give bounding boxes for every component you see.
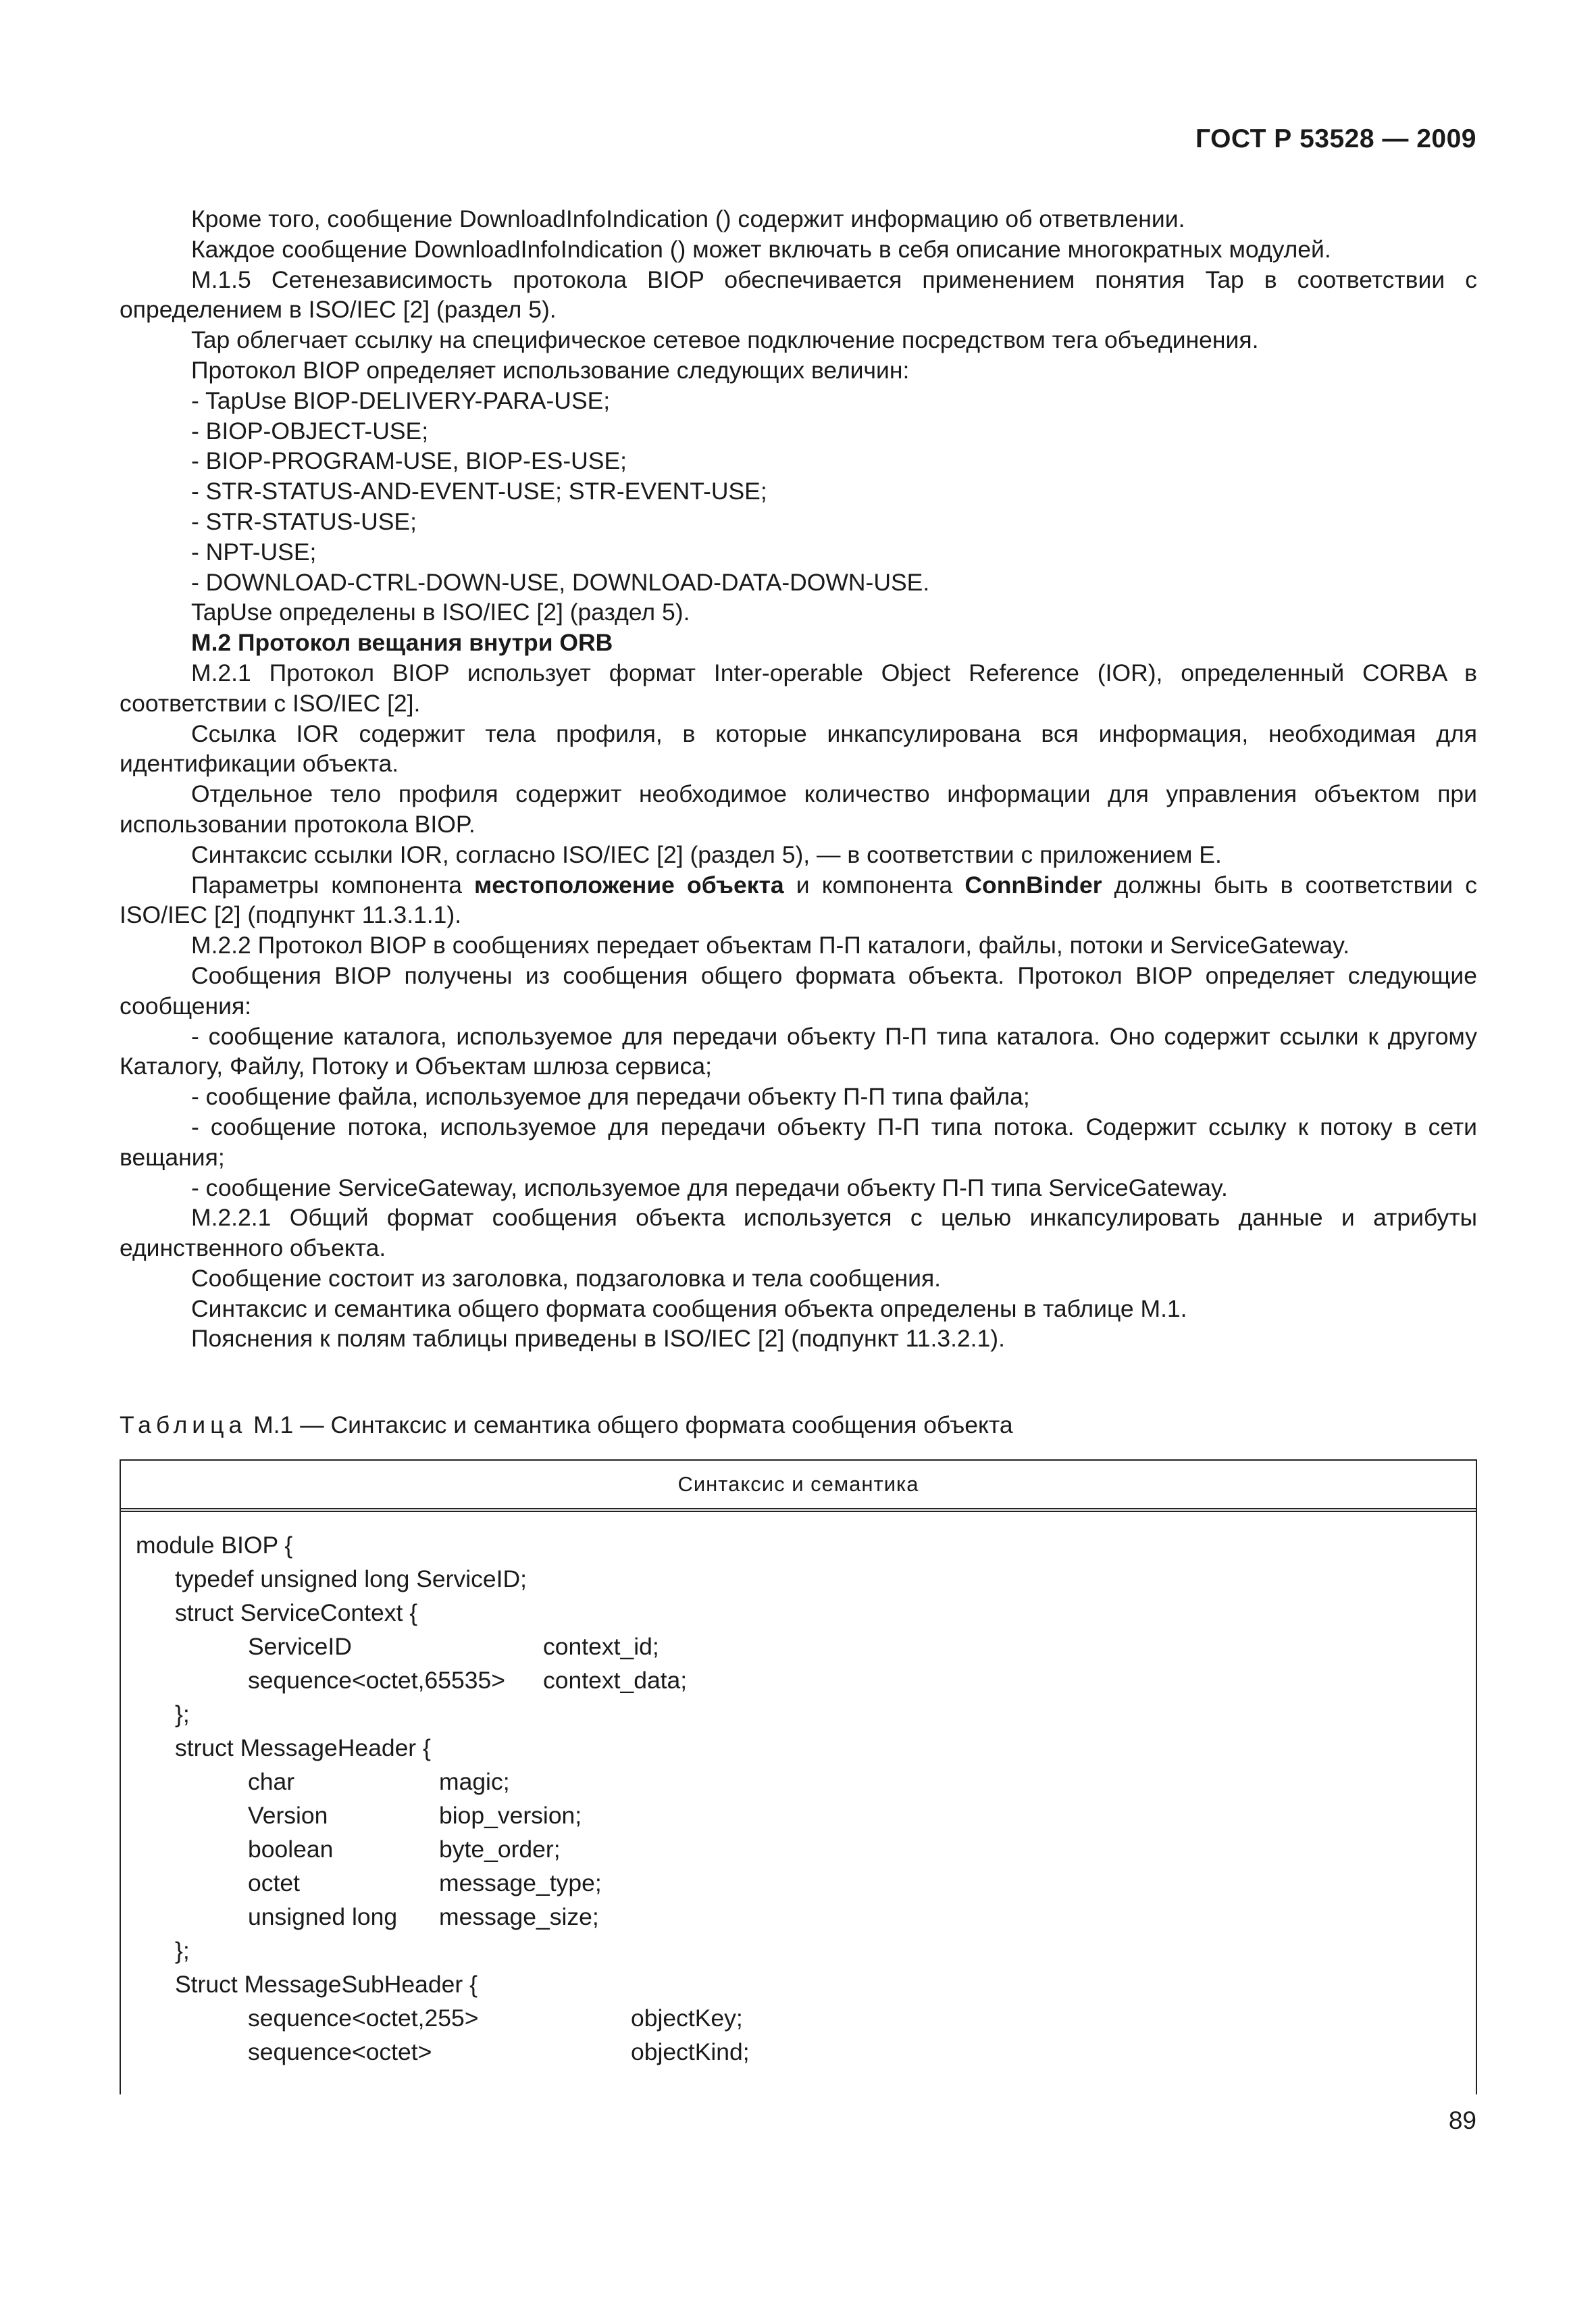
paragraph [120,870,1477,931]
code-line [136,1799,750,1832]
code-type: char [248,1768,295,1795]
table-caption [120,1410,1013,1440]
paragraph: TapUse определены в ISO/IEC [2] (раздел 5). [191,599,690,626]
paragraph: Сообщения BIOP получены из сообщения общего формата объекта. Протокол BIOP определяет следующие сообщения: [120,961,1477,1020]
code-line [136,1528,750,1562]
code-line [136,1765,750,1799]
text-run: должны быть в соответствии с ISO/IEC [2] (подпункт 11.3.1.1). [120,871,1477,929]
list-item: - NPT-USE; [191,538,317,565]
table-column-header: Синтаксис и семантика [121,1461,1476,1512]
code-line [136,2001,750,2035]
code-type: unsigned long [248,1903,398,1930]
code-text: }; [175,1701,190,1728]
paragraph: М.2.2 Протокол BIOP в сообщениях передает объектам П-П каталоги, файлы, потоки и ServiceGateway. [191,932,1350,959]
list-item: - BIOP-OBJECT-USE; [191,417,429,445]
paragraph: М.2.2.1 Общий формат сообщения объекта используется с целью инкапсулировать данные и атрибуты единственного объекта. [120,1204,1477,1262]
paragraph: Кроме того, сообщение DownloadInfoIndication () содержит информацию об ответвлении. [191,205,1185,232]
code-field: objectKind; [631,2038,750,2065]
code-field: message_size; [439,1903,599,1930]
list-item: - BIOP-PROGRAM-USE, BIOP-ES-USE; [191,447,627,475]
paragraph: Отдельное тело профиля содержит необходимое количество информации для управления объектом при использовании протокола BIOP. [120,780,1477,838]
paragraph: Каждое сообщение DownloadInfoIndication () может включать в себя описание многократных модулей. [191,235,1331,263]
list-item: - DOWNLOAD-CTRL-DOWN-USE, DOWNLOAD-DATA-DOWN-USE. [191,568,930,596]
paragraph: M.1.5 Сетенезависимость протокола BIOP обеспечивается применением понятия Tap в соответствии с определением в ISO/IEC [2] (раздел 5). [120,266,1477,324]
code-field: message_type; [439,1869,602,1896]
code-text: }; [175,1937,190,1964]
code-line [136,1967,750,2001]
syntax-table [120,1459,1477,2094]
code-line [136,2035,750,2069]
body-text [120,204,1477,1354]
code-line [136,1630,750,1663]
paragraph: Протокол BIOP определяет использование следующих величин: [191,356,910,384]
text-run: и компонента [783,871,965,899]
code-field: magic; [439,1768,510,1795]
code-type: boolean [248,1836,334,1863]
code-field: biop_version; [439,1802,582,1829]
code-line [136,1832,750,1866]
code-field: context_id; [543,1633,659,1660]
code-text: Struct MessageSubHeader { [175,1971,478,1998]
code-field: context_data; [543,1667,688,1694]
code-block [136,1528,750,2069]
text-run: Параметры компонента [191,871,475,899]
code-line [136,1731,750,1765]
bold-term: местоположение объекта [474,871,784,899]
page-number: 89 [1448,2107,1476,2134]
code-type: sequence<octet,255> [248,2005,479,2032]
code-text: module BIOP { [136,1532,293,1559]
list-item: - сообщение файла, используемое для передачи объекту П-П типа файла; [191,1083,1030,1111]
code-type: ServiceID [248,1633,352,1660]
document-header: ГОСТ Р 53528 — 2009 [1195,124,1476,153]
list-item: - TapUse BIOP-DELIVERY-PARA-USE; [191,386,611,414]
code-line [136,1596,750,1630]
code-line [136,1934,750,1967]
list-item: - STR-STATUS-AND-EVENT-USE; STR-EVENT-USE; [191,478,767,505]
code-line [136,1562,750,1596]
code-field: byte_order; [439,1836,561,1863]
paragraph: Пояснения к полям таблицы приведены в ISO/IEC [2] (подпункт 11.3.2.1). [191,1325,1005,1353]
code-line [136,1866,750,1900]
paragraph: Синтаксис и семантика общего формата сообщения объекта определены в таблице М.1. [191,1294,1187,1322]
paragraph: Сообщение состоит из заголовка, подзаголовка и тела сообщения. [191,1264,942,1292]
code-type: Version [248,1802,328,1829]
code-type: sequence<octet> [248,2038,432,2065]
code-type: sequence<octet,65535> [248,1667,505,1694]
table-caption-label: Таблица [120,1411,247,1438]
list-item: - сообщение каталога, используемое для передачи объекту П-П типа каталога. Оно содержит ссылки к другому Каталогу, Файлу, Потоку и Объектам шлюза сервиса; [120,1022,1477,1080]
code-text: struct MessageHeader { [175,1734,431,1761]
code-text: struct ServiceContext { [175,1599,418,1626]
section-heading: М.2 Протокол вещания внутри ORB [191,629,613,657]
paragraph: Синтаксис ссылки IOR, согласно ISO/IEC [2] (раздел 5), — в соответствии с приложением Е. [191,840,1222,868]
paragraph: М.2.1 Протокол BIOP использует формат Inter-operable Object Reference (IOR), определенный CORBA в соответствии с ISO/IEC [2]. [120,659,1477,717]
code-line [136,1697,750,1731]
code-type: octet [248,1869,300,1896]
list-item: - сообщение потока, используемое для передачи объекту П-П типа потока. Содержит ссылку к потоку в сети вещания; [120,1113,1477,1171]
paragraph: Tap облегчает ссылку на специфическое сетевое подключение посредством тега объединения. [191,326,1259,354]
code-text: typedef unsigned long ServiceID; [175,1565,527,1592]
bold-term: ConnBinder [964,871,1102,899]
list-item: - сообщение ServiceGateway, используемое для передачи объекту П-П типа ServiceGateway. [191,1174,1228,1201]
list-item: - STR-STATUS-USE; [191,507,417,535]
table-caption-title: М.1 — Синтаксис и семантика общего формата сообщения объекта [247,1411,1013,1438]
code-line [136,1900,750,1934]
paragraph: Ссылка IOR содержит тела профиля, в которые инкапсулирована вся информация, необходимая для идентификации объекта. [120,720,1477,778]
code-line [136,1663,750,1697]
code-field: objectKey; [631,2005,743,2032]
